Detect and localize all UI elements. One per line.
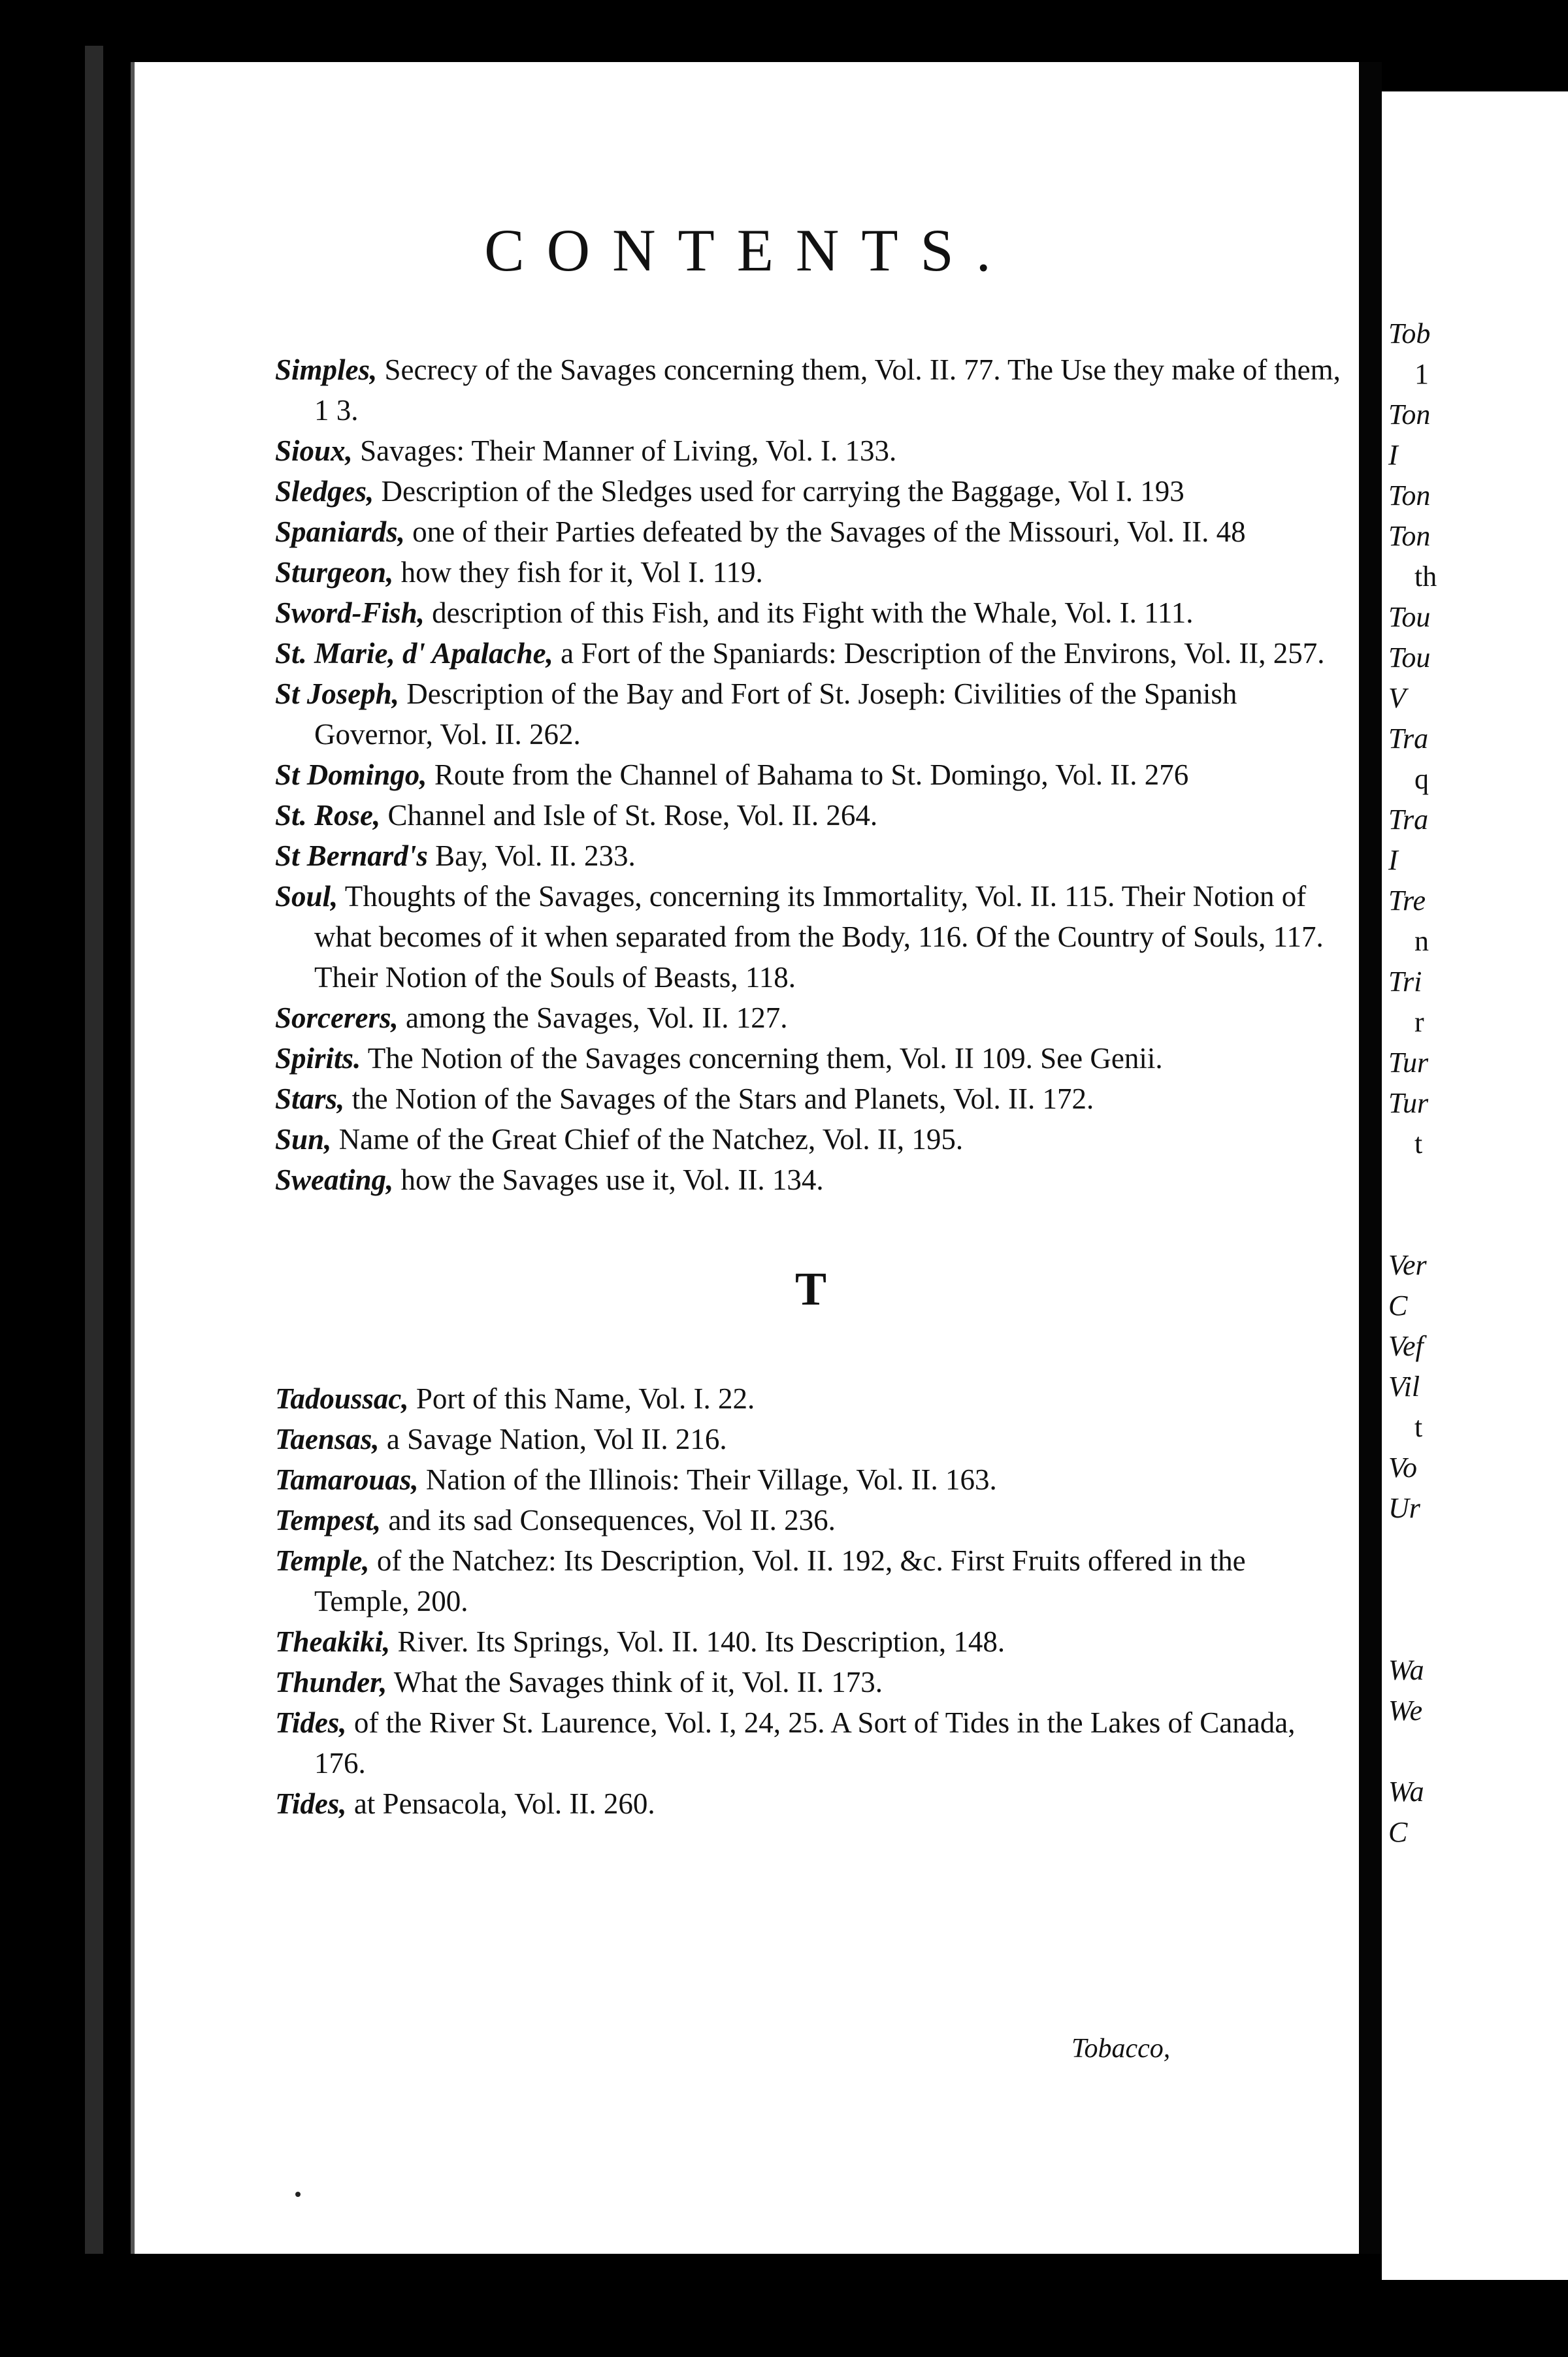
- index-entry: [275, 755, 1347, 795]
- index-entry: [275, 1500, 1347, 1540]
- right-page-fragment: C: [1388, 1290, 1408, 1322]
- entry-heading: Soul,: [275, 880, 338, 913]
- index-entry: [275, 1621, 1347, 1662]
- entry-text: of the Natchez: Its Description, Vol. II. 192, &c. First Fruits offered in the Temple, 200.: [314, 1544, 1246, 1617]
- entry-heading: Theakiki,: [275, 1625, 391, 1658]
- right-page-fragment: Ton: [1388, 520, 1431, 552]
- index-entry: [275, 349, 1347, 431]
- right-page-fragment: Tou: [1388, 642, 1431, 674]
- index-entry: [275, 795, 1347, 836]
- index-entry: [275, 1038, 1347, 1079]
- right-page-fragment: Ton: [1388, 480, 1431, 512]
- entry-text: Channel and Isle of St. Rose, Vol. II. 264.: [380, 799, 878, 832]
- entry-text: Description of the Sledges used for carrying the Baggage, Vol I. 193: [374, 475, 1184, 508]
- right-page-fragment: I: [1388, 439, 1398, 471]
- right-page-fragment: Tob: [1388, 317, 1431, 349]
- index-entry: [275, 593, 1347, 633]
- entry-heading: Temple,: [275, 1544, 370, 1577]
- entries-section-t: [275, 1378, 1347, 1824]
- right-page-fragment: Tre: [1388, 885, 1426, 917]
- index-entry: [275, 431, 1347, 471]
- index-entry: [275, 1419, 1347, 1459]
- entry-text: the Notion of the Savages of the Stars and Planets, Vol. II. 172.: [344, 1082, 1094, 1115]
- index-entry: [275, 1702, 1347, 1783]
- right-page-fragment: t: [1414, 1128, 1423, 1160]
- right-page-fragment: Wa: [1388, 1654, 1424, 1686]
- right-page-fragment: t: [1414, 1411, 1423, 1443]
- entry-heading: Spirits.: [275, 1042, 361, 1075]
- entry-heading: Tempest,: [275, 1504, 382, 1536]
- right-page-fragment: [1388, 1569, 1565, 1610]
- right-page-fragment: th: [1414, 561, 1437, 593]
- index-entry: [275, 633, 1347, 674]
- entry-heading: St Bernard's: [275, 839, 428, 872]
- entry-text: one of their Parties defeated by the Savages of the Missouri, Vol. II. 48: [404, 515, 1246, 548]
- page-edge-shadow: [85, 46, 103, 2254]
- entry-heading: St. Marie, d' Apalache,: [275, 637, 553, 670]
- page-title: CONTENTS.: [484, 217, 1013, 284]
- right-page-fragment: Ver: [1388, 1249, 1427, 1281]
- entry-text: at Pensacola, Vol. II. 260.: [346, 1787, 655, 1820]
- entry-text: how they fish for it, Vol I. 119.: [393, 556, 763, 589]
- entry-heading: Spaniards,: [275, 515, 405, 548]
- right-page-fragment: Tou: [1388, 601, 1431, 633]
- right-page-fragment: Tur: [1388, 1047, 1429, 1079]
- index-entry: [275, 1119, 1347, 1160]
- entry-text: Port of this Name, Vol. I. 22.: [408, 1382, 755, 1415]
- entry-heading: Tides,: [275, 1706, 347, 1739]
- entry-text: of the River St. Laurence, Vol. I, 24, 25. A Sort of Tides in the Lakes of Canada, 176.: [314, 1706, 1296, 1780]
- entry-heading: Sun,: [275, 1123, 332, 1156]
- right-page-fragment: Ton: [1388, 398, 1431, 431]
- entry-heading: Sweating,: [275, 1163, 394, 1196]
- index-entry: [275, 1079, 1347, 1119]
- right-page-fragment: Vil: [1388, 1371, 1420, 1403]
- index-entry: [275, 674, 1347, 755]
- entry-text: Bay, Vol. II. 233.: [427, 839, 636, 872]
- right-page-fragment: We: [1388, 1695, 1423, 1727]
- right-page-fragment: Tur: [1388, 1087, 1429, 1119]
- catchword: Tobacco,: [1071, 2034, 1171, 2064]
- index-entry: [275, 998, 1347, 1038]
- entry-text: among the Savages, Vol. II. 127.: [398, 1001, 788, 1034]
- right-page-fragment: Tra: [1388, 804, 1429, 836]
- entry-heading: St Joseph,: [275, 677, 400, 710]
- right-page-fragment: Ur: [1388, 1492, 1420, 1524]
- entry-text: a Fort of the Spaniards: Description of the Environs, Vol. II, 257.: [553, 637, 1325, 670]
- entry-text: a Savage Nation, Vol II. 216.: [379, 1423, 727, 1455]
- right-page-fragment: Vo: [1388, 1452, 1417, 1484]
- right-page-fragments: [1388, 314, 1565, 1853]
- index-entry: [275, 471, 1347, 512]
- entry-heading: Simples,: [275, 353, 378, 386]
- entry-heading: Sioux,: [275, 434, 353, 467]
- right-page-fragment: [1388, 1731, 1565, 1772]
- right-page-fragment: n: [1414, 925, 1429, 957]
- right-page-fragment: Tra: [1388, 723, 1429, 755]
- index-entry: [275, 876, 1347, 998]
- index-entry: [275, 1160, 1347, 1200]
- right-page-fragment: Vef: [1388, 1330, 1424, 1362]
- right-page-fragment: [1388, 1529, 1565, 1569]
- entry-heading: Thunder,: [275, 1666, 387, 1699]
- entry-heading: Tides,: [275, 1787, 347, 1820]
- entry-text: The Notion of the Savages concerning them, Vol. II 109. See Genii.: [361, 1042, 1163, 1075]
- entry-text: and its sad Consequences, Vol II. 236.: [381, 1504, 836, 1536]
- right-page-fragment: [1388, 1164, 1565, 1205]
- right-page-fragment: I: [1388, 844, 1398, 876]
- index-entry: [275, 512, 1347, 552]
- right-page-fragment: [1388, 1205, 1565, 1245]
- book-gutter: [1359, 62, 1382, 2254]
- entry-text: River. Its Springs, Vol. II. 140. Its Description, 148.: [390, 1625, 1005, 1658]
- entry-text: What the Savages think of it, Vol. II. 173.: [387, 1666, 883, 1699]
- index-entry: [275, 552, 1347, 593]
- entry-heading: Sturgeon,: [275, 556, 394, 589]
- entry-text: Nation of the Illinois: Their Village, Vol. II. 163.: [418, 1463, 997, 1496]
- index-entry: [275, 836, 1347, 876]
- entry-text: how the Savages use it, Vol. II. 134.: [393, 1163, 824, 1196]
- index-entry: [275, 1540, 1347, 1621]
- index-entry: [275, 1783, 1347, 1824]
- entry-heading: St Domingo,: [275, 758, 427, 791]
- entry-heading: Sledges,: [275, 475, 374, 508]
- right-page-fragment: Tri: [1388, 966, 1422, 998]
- entry-heading: Tadoussac,: [275, 1382, 409, 1415]
- section-letter-t: T: [794, 1263, 827, 1315]
- entry-text: Thoughts of the Savages, concerning its Immortality, Vol. II. 115. Their Notion of what becomes of it when separated from the Body, 116. Of the Country of Souls, 117. Their Notion of the Souls of Beasts, 118.: [314, 880, 1324, 994]
- index-entry: [275, 1662, 1347, 1702]
- entry-text: Savages: Their Manner of Living, Vol. I. 133.: [352, 434, 897, 467]
- right-page-fragment: C: [1388, 1816, 1408, 1848]
- left-page: [131, 62, 1363, 2254]
- entry-text: Description of the Bay and Fort of St. Joseph: Civilities of the Spanish Governor, Vol. II. 262.: [314, 677, 1237, 751]
- right-page-fragment: [1388, 1610, 1565, 1650]
- right-page-fragment: r: [1414, 1006, 1424, 1038]
- entry-heading: Taensas,: [275, 1423, 380, 1455]
- entries-section-s: [275, 349, 1347, 1200]
- entry-text: Name of the Great Chief of the Natchez, Vol. II, 195.: [331, 1123, 964, 1156]
- entry-heading: Sword-Fish,: [275, 596, 425, 629]
- entry-text: Secrecy of the Savages concerning them, Vol. II. 77. The Use they make of them, 1 3.: [314, 353, 1341, 427]
- entry-heading: Stars,: [275, 1082, 345, 1115]
- entry-heading: Tamarouas,: [275, 1463, 419, 1496]
- right-page-fragment: V: [1388, 682, 1406, 714]
- ink-speck: [295, 2192, 301, 2197]
- index-entry: [275, 1378, 1347, 1419]
- right-page-fragment: 1: [1414, 358, 1429, 390]
- entry-heading: Sorcerers,: [275, 1001, 399, 1034]
- right-page-fragment: Wa: [1388, 1776, 1424, 1808]
- entry-heading: St. Rose,: [275, 799, 381, 832]
- index-entry: [275, 1459, 1347, 1500]
- entry-text: description of this Fish, and its Fight with the Whale, Vol. I. 111.: [424, 596, 1194, 629]
- right-page-fragment: q: [1414, 763, 1429, 795]
- index-entries: [275, 349, 1347, 1824]
- entry-text: Route from the Channel of Bahama to St. Domingo, Vol. II. 276: [427, 758, 1189, 791]
